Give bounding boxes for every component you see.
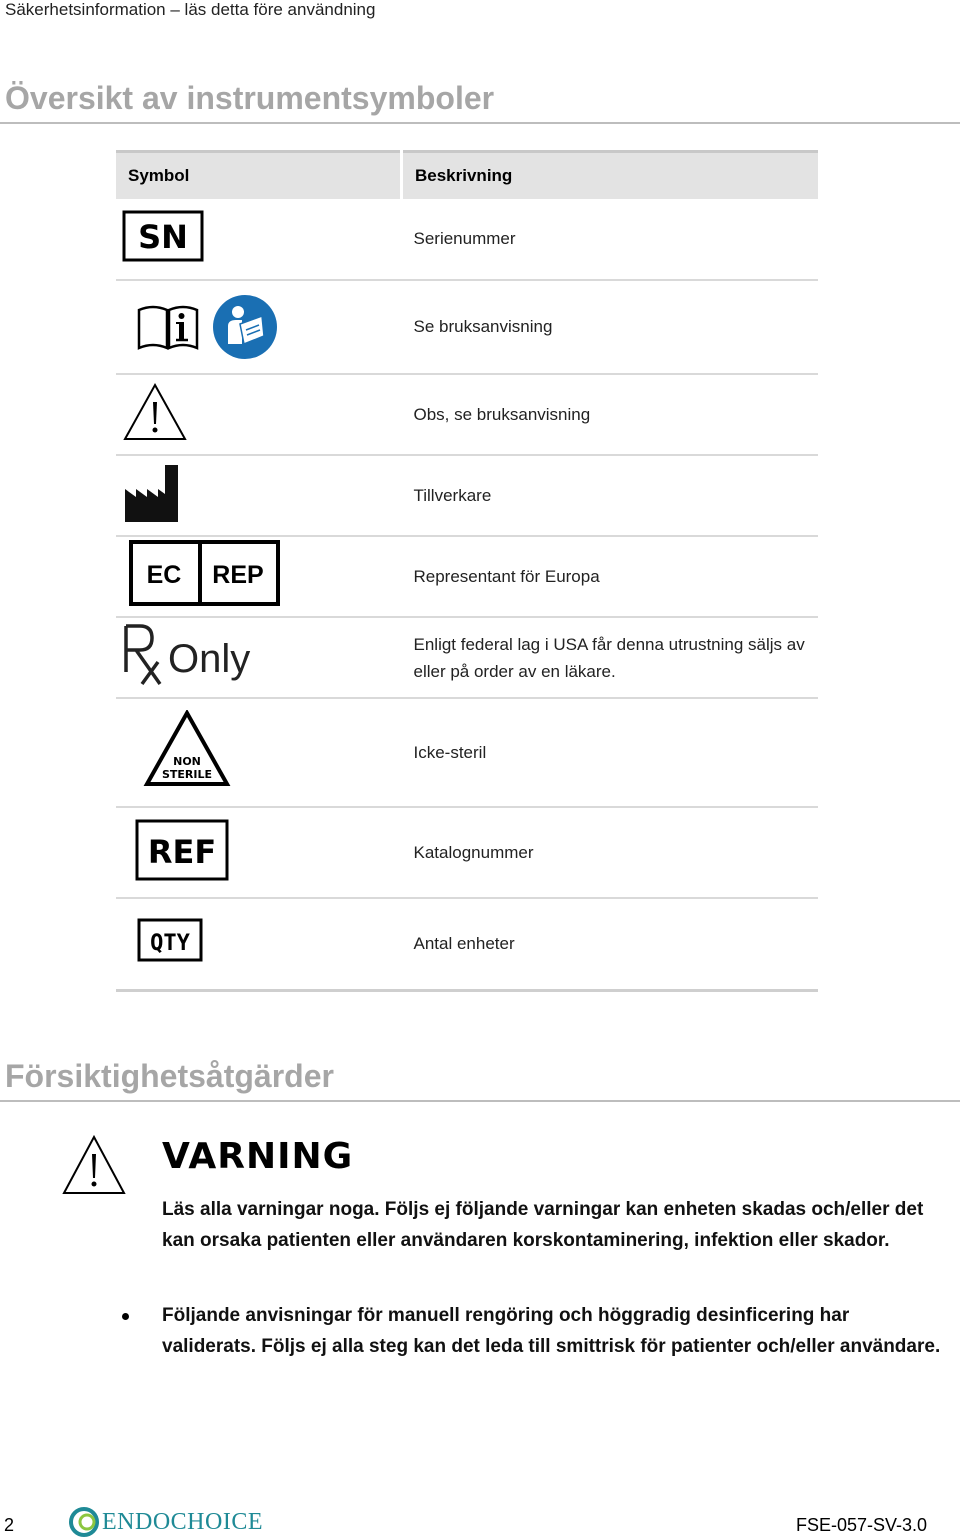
symbols-section-heading: Översikt av instrumentsymboler xyxy=(5,80,495,116)
svg-text:STERILE: STERILE xyxy=(161,768,213,781)
svg-text:EC: EC xyxy=(146,561,182,589)
description-cell: Serienummer xyxy=(402,199,819,280)
symbol-cell xyxy=(116,280,402,374)
svg-text:SN: SN xyxy=(138,217,188,256)
table-row xyxy=(116,199,818,280)
warning-paragraph: Läs alla varningar noga. Följs ej följande varningar kan enheten skadas och/eller det kan orsaka patienten eller användaren korskontaminering, infektion eller skador. xyxy=(162,1199,924,1251)
description-cell: Icke-steril xyxy=(402,698,819,807)
symbol-cell xyxy=(116,374,402,455)
instructions-for-use-icon xyxy=(212,294,278,360)
page-header-title: Säkerhetsinformation – läs detta före användning xyxy=(5,0,376,19)
description-cell: Tillverkare xyxy=(402,455,819,536)
description-cell: Representant för Europa xyxy=(402,536,819,617)
precautions-section-heading: Försiktighetsåtgärder xyxy=(5,1058,334,1094)
book-info-icon xyxy=(136,302,200,352)
description-cell: Enligt federal lag i USA får denna utrustning säljs av eller på order av en läkare. xyxy=(402,617,819,698)
warning-triangle-icon xyxy=(62,1134,126,1196)
table-row xyxy=(116,807,818,898)
section-divider xyxy=(0,122,960,124)
rx-only-icon xyxy=(122,622,252,688)
table-header-row xyxy=(116,152,818,200)
symbol-cell xyxy=(116,807,402,898)
endochoice-logo xyxy=(68,1506,263,1538)
symbol-cell xyxy=(116,898,402,990)
manufacturer-icon xyxy=(122,461,182,525)
column-header-symbol: Symbol xyxy=(116,152,402,200)
symbol-cell xyxy=(116,617,402,698)
svg-text:Only: Only xyxy=(168,637,251,681)
symbol-cell xyxy=(116,455,402,536)
serial-number-icon xyxy=(122,209,206,265)
symbol-cell xyxy=(116,698,402,807)
endochoice-logo-text: ENDOCHOICE xyxy=(102,1508,263,1535)
ec-rep-icon xyxy=(128,539,288,609)
document-id: FSE-057-SV-3.0 xyxy=(796,1515,928,1535)
svg-text:REP: REP xyxy=(212,561,264,589)
symbol-cell xyxy=(116,536,402,617)
symbols-table xyxy=(116,150,818,992)
caution-icon xyxy=(122,382,188,442)
warning-block xyxy=(62,1134,126,1201)
svg-text:REF: REF xyxy=(147,833,217,871)
table-row xyxy=(116,617,818,698)
table-row xyxy=(116,698,818,807)
bullet-icon xyxy=(122,1313,129,1320)
column-header-description: Beskrivning xyxy=(402,152,819,200)
reference-icon xyxy=(132,817,242,883)
quantity-icon xyxy=(136,916,226,966)
table-row xyxy=(116,898,818,990)
section-divider xyxy=(0,1100,960,1102)
endochoice-logo-icon xyxy=(68,1506,100,1538)
non-sterile-icon xyxy=(132,710,242,790)
description-cell: Se bruksanvisning xyxy=(402,280,819,374)
svg-text:NON: NON xyxy=(173,755,201,768)
table-row xyxy=(116,374,818,455)
warning-title: VARNING xyxy=(162,1136,354,1177)
description-cell: Antal enheter xyxy=(402,898,819,990)
table-row xyxy=(116,536,818,617)
symbol-cell xyxy=(116,199,402,280)
table-row xyxy=(116,280,818,374)
page-number: 2 xyxy=(4,1515,15,1535)
table-row xyxy=(116,455,818,536)
warning-bullet-text: Följande anvisningar för manuell rengöring och höggradig desinficering har validerats. Följs ej alla steg kan det leda till smittrisk för patienter och/eller användare. xyxy=(162,1305,941,1357)
svg-text:QTY: QTY xyxy=(150,931,190,957)
description-cell: Obs, se bruksanvisning xyxy=(402,374,819,455)
description-cell: Katalognummer xyxy=(402,807,819,898)
